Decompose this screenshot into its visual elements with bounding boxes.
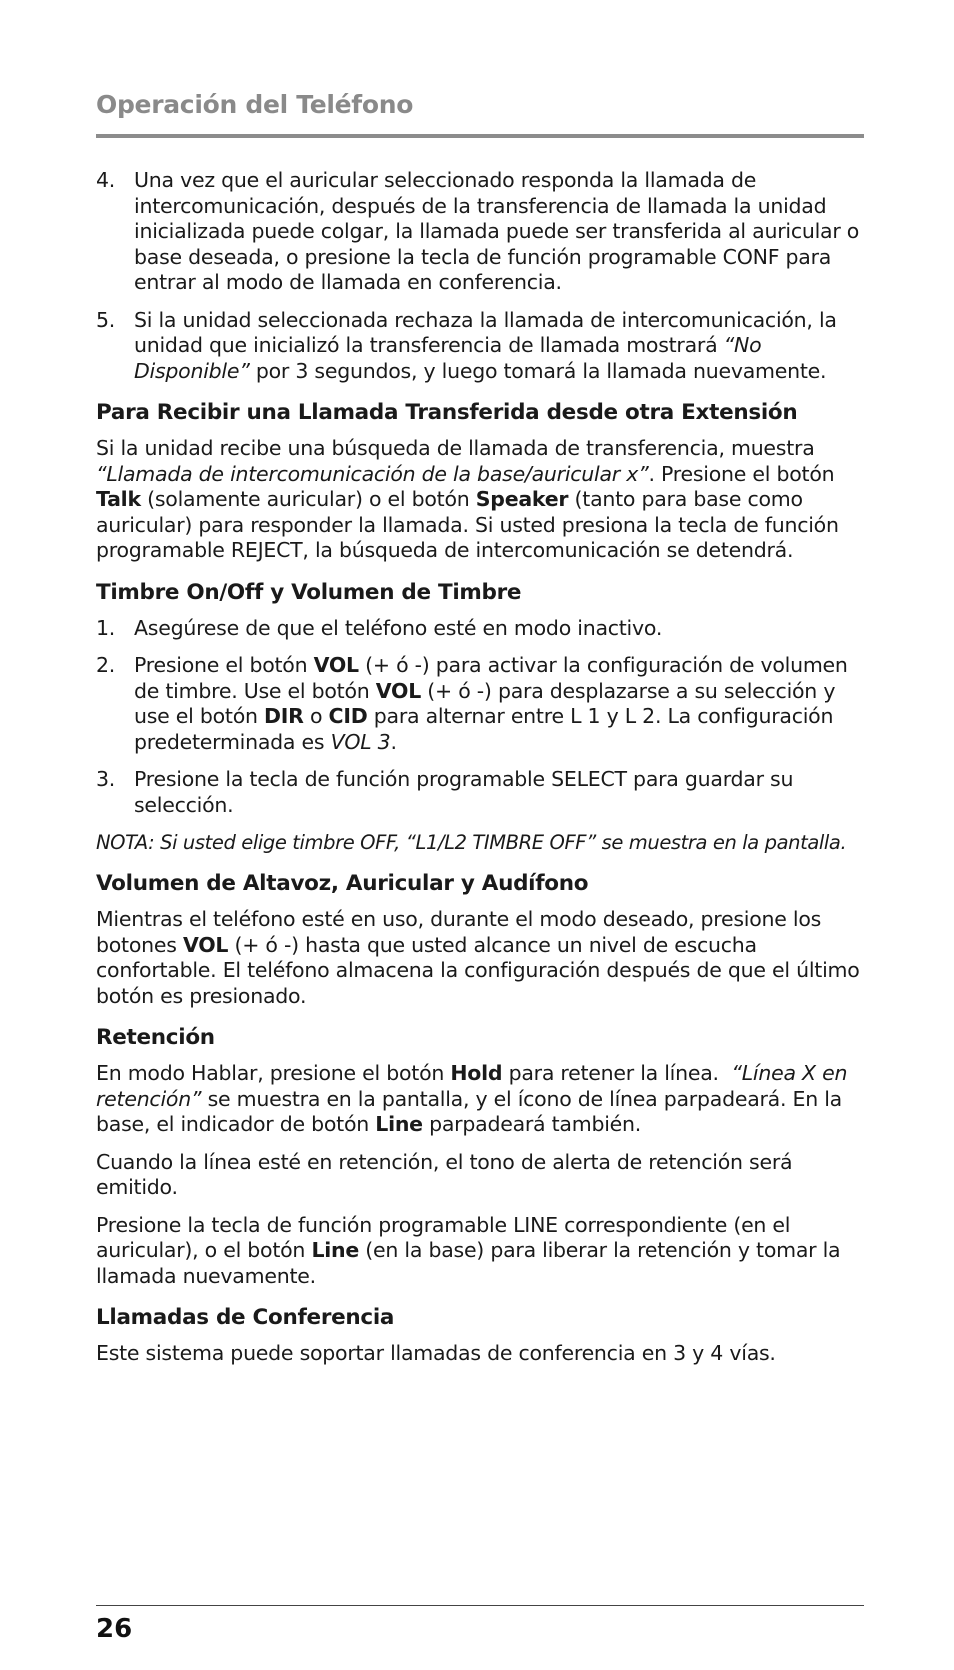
display-message: “Llamada de intercomunicación de la base/auricular x” xyxy=(96,461,649,486)
text-run: (+ ó -) para activar la configuración de volumen de timbre. Use el botón xyxy=(134,653,848,703)
list-number: 5. xyxy=(96,307,116,332)
key-name-cid: CID xyxy=(328,704,368,728)
default-setting: VOL 3 xyxy=(330,729,391,754)
list-text: Una vez que el auricular seleccionado responda la llamada de intercomunicación, después de la transferencia de llamada la unidad inicializada puede colgar, la llamada puede ser transferida al auricular o base deseada, o presione la tecla de función programable CONF para entrar al modo de llamada en conferencia. xyxy=(134,168,860,294)
paragraph-hold-3 xyxy=(96,1213,864,1290)
text-run: Si la unidad recibe una búsqueda de llamada de transferencia, muestra xyxy=(96,436,815,460)
list-item-transfer-5 xyxy=(96,308,864,385)
text-run: (solamente auricular) o el botón xyxy=(140,487,476,511)
text-run: Presione el botón xyxy=(134,653,314,677)
text-run: (+ ó -) para desplazarse a su selección y use el botón xyxy=(134,678,836,728)
display-message: “No Disponible” xyxy=(134,333,762,383)
section-heading-hold: Retención xyxy=(96,1025,215,1050)
key-name-dir: DIR xyxy=(264,704,304,728)
text-run: parpadeará también. xyxy=(422,1112,642,1136)
section-heading-conference: Llamadas de Conferencia xyxy=(96,1305,395,1330)
paragraph-conference: Este sistema puede soportar llamadas de conferencia en 3 y 4 vías. xyxy=(96,1341,776,1365)
list-number: 1. xyxy=(96,615,116,640)
paragraph-volume xyxy=(96,907,864,1009)
section-heading-ringer: Timbre On/Off y Volumen de Timbre xyxy=(96,579,522,605)
text-run: . Presione el botón xyxy=(648,461,835,486)
text-run: (en la base) para liberar la retención y tomar la llamada nuevamente. xyxy=(96,1238,841,1288)
list-item-ringer-2 xyxy=(96,653,864,755)
text-run: por 3 segundos, y luego tomará la llamada nuevamente. xyxy=(249,358,827,383)
paragraph-hold-1 xyxy=(96,1061,864,1138)
list-text xyxy=(134,653,864,755)
section-heading-volume: Volumen de Altavoz, Auricular y Audífono xyxy=(96,871,589,896)
list-number: 2. xyxy=(96,653,116,677)
text-run: En modo Hablar, presione el botón xyxy=(96,1061,451,1085)
text-run: se muestra en la pantalla, y el ícono de línea parpadeará. En la base, el indicador de botón xyxy=(96,1086,842,1136)
page-header-title: Operación del Teléfono xyxy=(96,90,414,119)
paragraph-receive-transfer xyxy=(96,436,864,564)
text-run: . xyxy=(390,729,397,754)
key-name-talk: Talk xyxy=(96,487,141,511)
list-item-ringer-3 xyxy=(96,767,864,818)
list-item-ringer-1 xyxy=(96,616,864,642)
paragraph-hold-2: Cuando la línea esté en retención, el tono de alerta de retención será emitido. xyxy=(96,1149,793,1199)
footer-divider xyxy=(96,1605,864,1606)
text-run: para retener la línea. xyxy=(502,1061,732,1085)
section-heading-receive-transfer: Para Recibir una Llamada Transferida desde otra Extensión xyxy=(96,400,798,425)
list-text: Asegúrese de que el teléfono esté en modo inactivo. xyxy=(134,615,663,640)
note-ringer-off: NOTA: Si usted elige timbre OFF, “L1/L2 TIMBRE OFF” se muestra en la pantalla. xyxy=(96,831,847,854)
text-run: (+ ó -) hasta que usted alcance un nivel de escucha confortable. El teléfono almacena la configuración después de que el último botón es presionado. xyxy=(96,932,860,1008)
key-name-vol: VOL xyxy=(313,653,359,677)
page-content xyxy=(96,168,864,1379)
text-run: Si la unidad seleccionada rechaza la llamada de intercomunicación, la unidad que inicializó la transferencia de llamada mostrará xyxy=(134,307,837,357)
key-name-vol: VOL xyxy=(182,932,229,957)
manual-page xyxy=(96,0,864,1670)
list-number: 3. xyxy=(96,767,116,791)
key-name-line: Line xyxy=(375,1112,423,1136)
key-name-line: Line xyxy=(311,1238,360,1262)
list-text: Presione la tecla de función programable SELECT para guardar su selección. xyxy=(134,767,794,817)
header-divider xyxy=(96,134,864,138)
page-number: 26 xyxy=(96,1614,133,1644)
list-item-transfer-4 xyxy=(96,168,864,296)
text-run: Mientras el teléfono esté en uso, durante el modo deseado, presione los botones xyxy=(96,907,822,957)
text-run: Presione la tecla de función programable LINE correspondiente (en el auricular), o el botón xyxy=(96,1212,791,1262)
text-run: para alternar entre L 1 y L 2. La configuración predeterminada es xyxy=(134,704,834,754)
list-text xyxy=(134,308,864,385)
key-name-hold: Hold xyxy=(450,1061,503,1085)
text-run: (tanto para base como auricular) para responder la llamada. Si usted presiona la tecla de función programable REJECT, la búsqueda de intercomunicación se detendrá. xyxy=(96,487,839,562)
key-name-vol: VOL xyxy=(375,678,422,703)
text-run: o xyxy=(303,704,329,728)
list-number: 4. xyxy=(96,168,116,192)
key-name-speaker: Speaker xyxy=(475,487,569,511)
display-message: “Línea X en retención” xyxy=(96,1061,848,1111)
